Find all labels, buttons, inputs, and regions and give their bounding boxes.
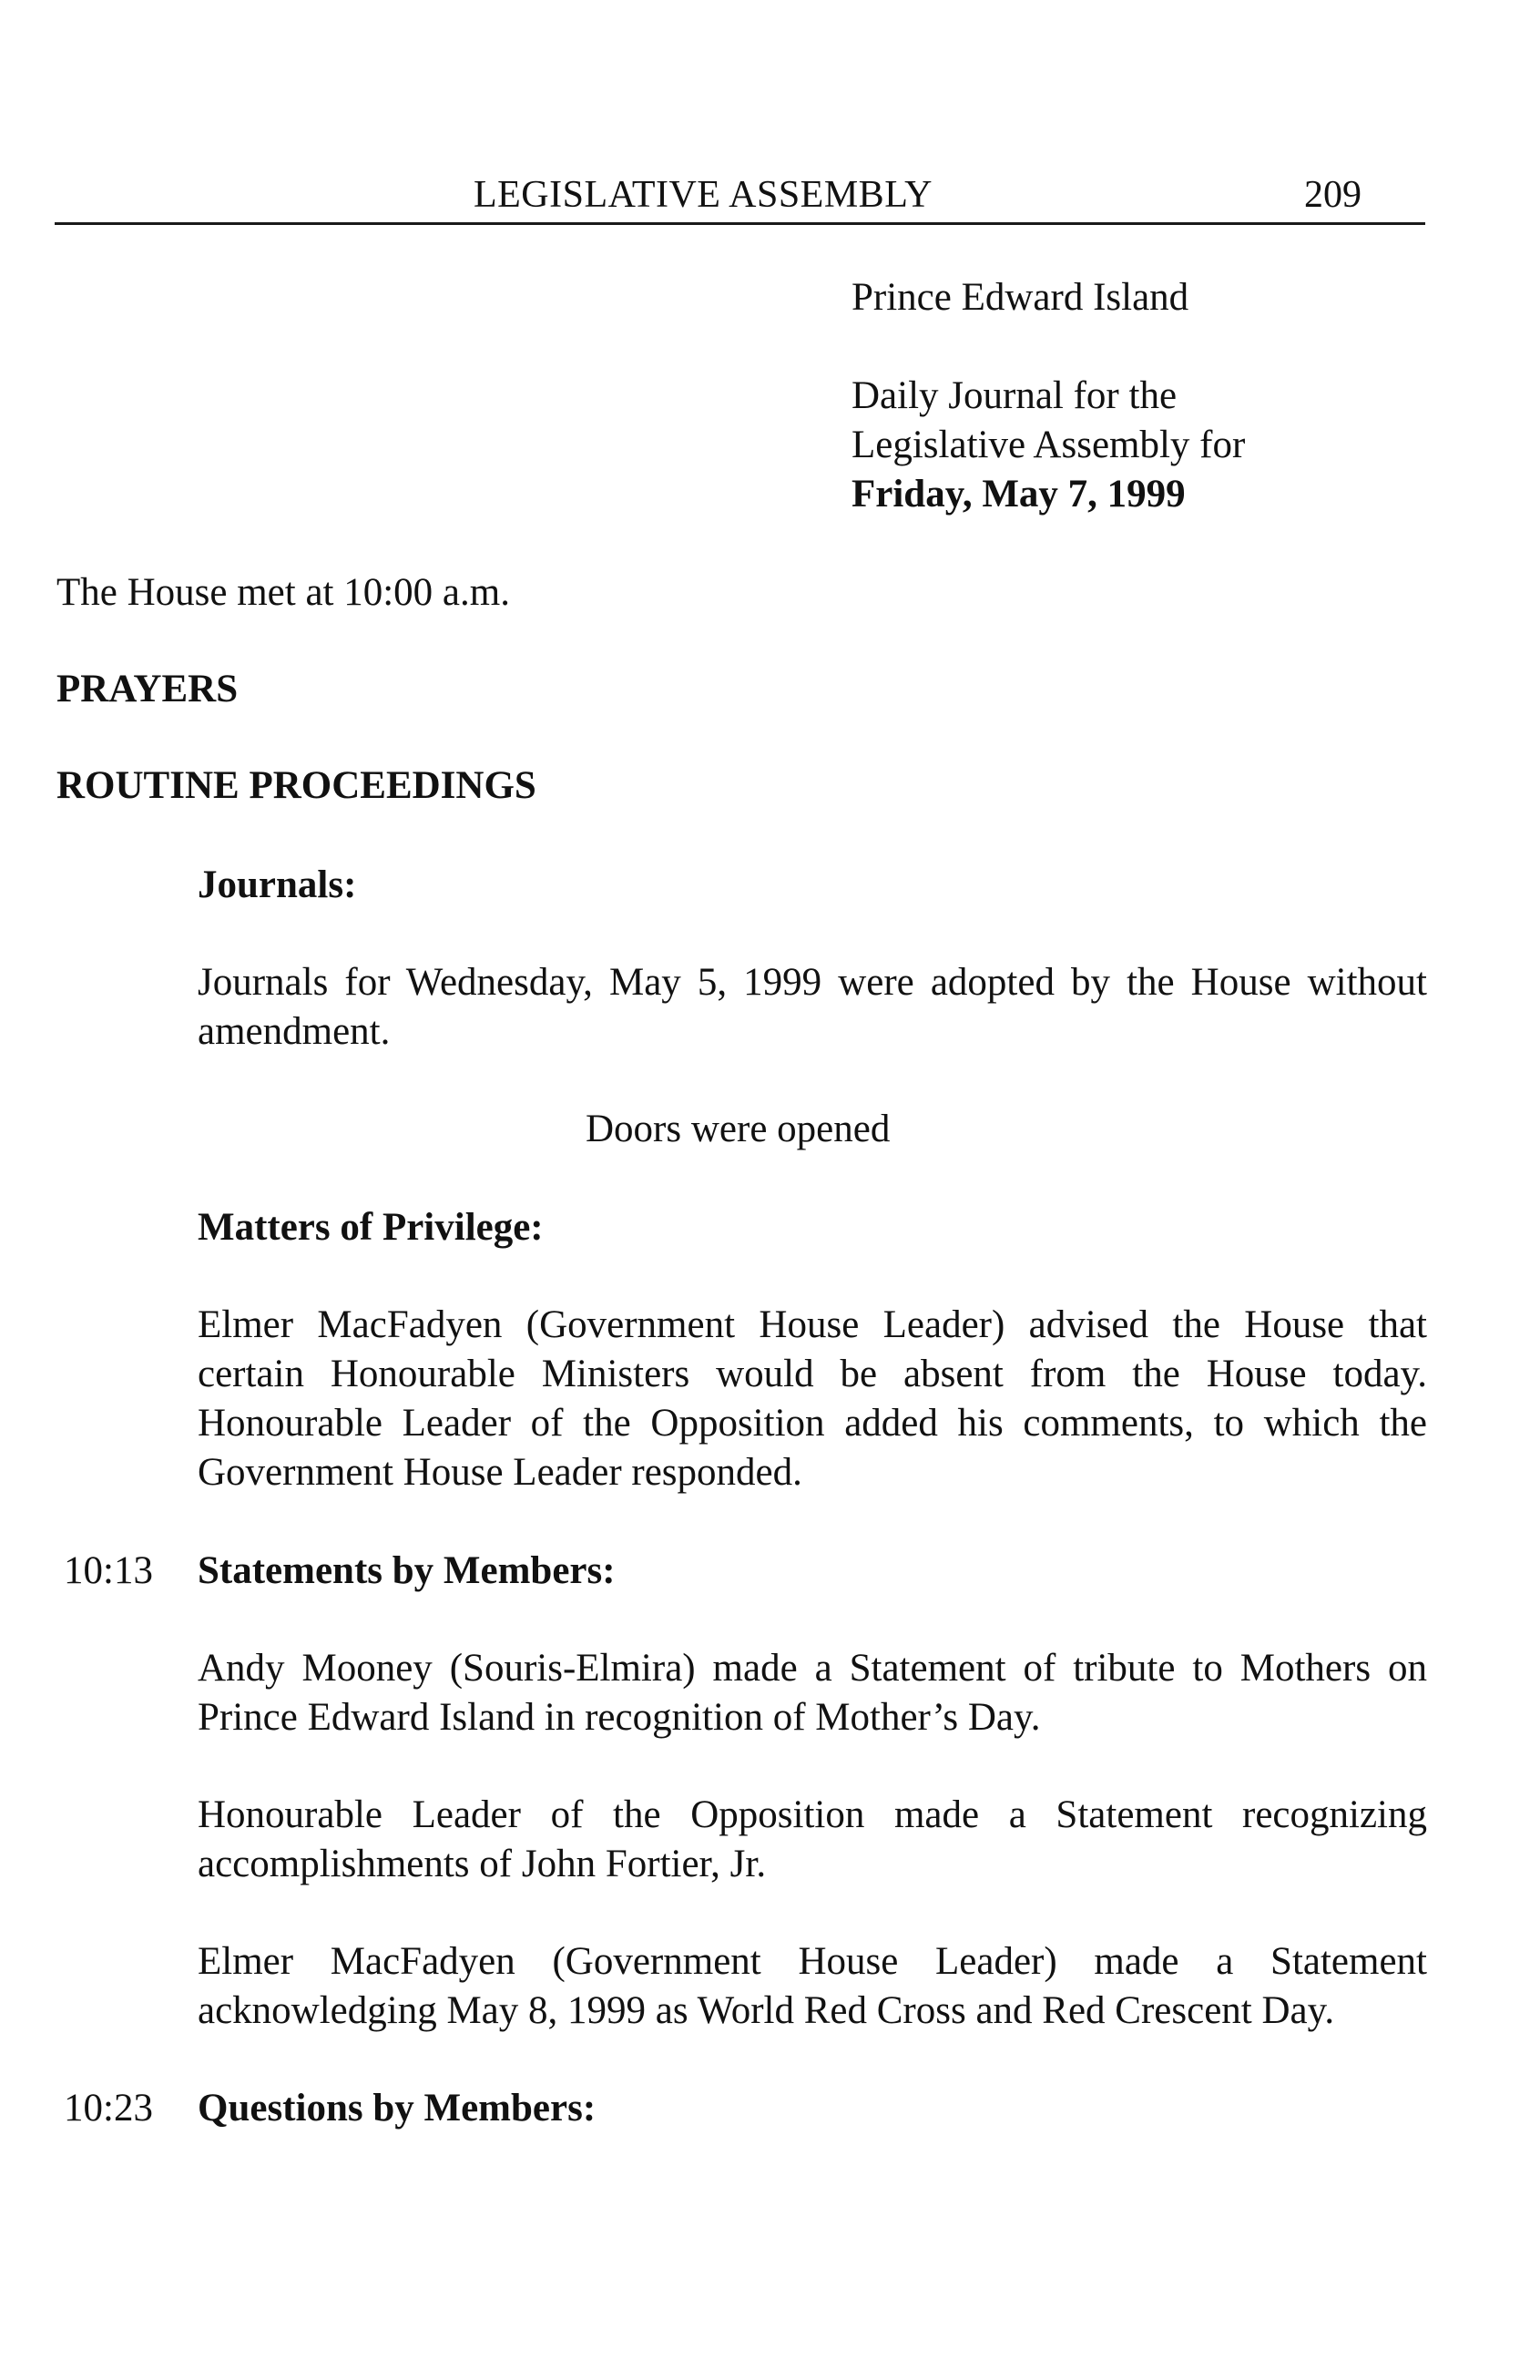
statement-item-mothers-day: Andy Mooney (Souris-Elmira) made a Statement of tribute to Mothers on Prince Edward Island in recognition of Mother’s Day. <box>198 1647 1427 1739</box>
statements-heading: Statements by Members: <box>198 1549 616 1592</box>
page-number: 209 <box>1304 174 1362 216</box>
privilege-paragraph: Elmer MacFadyen (Government House Leader) advised the House that certain Honourable Ministers would be absent from the House today. Honourable Leader of the Opposition added his comments, to which the Government House Leader responded. <box>198 1303 1427 1494</box>
privilege-heading: Matters of Privilege: <box>198 1206 544 1249</box>
running-header-title: LEGISLATIVE ASSEMBLY <box>474 174 933 216</box>
province-name: Prince Edward Island <box>852 276 1189 319</box>
header-rule <box>55 222 1425 225</box>
questions-time: 10:23 <box>64 2087 153 2130</box>
prayers-heading: PRAYERS <box>56 668 239 710</box>
doors-opened-note: Doors were opened <box>586 1108 891 1150</box>
journals-paragraph: Journals for Wednesday, May 5, 1999 were adopted by the House without amendment. <box>198 961 1427 1053</box>
statements-time: 10:13 <box>64 1549 153 1592</box>
statement-item-red-cross: Elmer MacFadyen (Government House Leader) made a Statement acknowledging May 8, 1999 as World Red Cross and Red Crescent Day. <box>198 1940 1427 2032</box>
routine-proceedings-heading: ROUTINE PROCEEDINGS <box>56 764 536 807</box>
statement-item-fortier: Honourable Leader of the Opposition made a Statement recognizing accomplishments of John Fortier, Jr. <box>198 1793 1427 1885</box>
house-met-time: The House met at 10:00 a.m. <box>56 571 510 614</box>
journal-title-line-2: Legislative Assembly for <box>852 424 1246 466</box>
questions-heading: Questions by Members: <box>198 2087 597 2130</box>
journal-title-line-1: Daily Journal for the <box>852 374 1178 417</box>
journal-date: Friday, May 7, 1999 <box>852 473 1186 516</box>
journals-heading: Journals: <box>198 863 357 906</box>
